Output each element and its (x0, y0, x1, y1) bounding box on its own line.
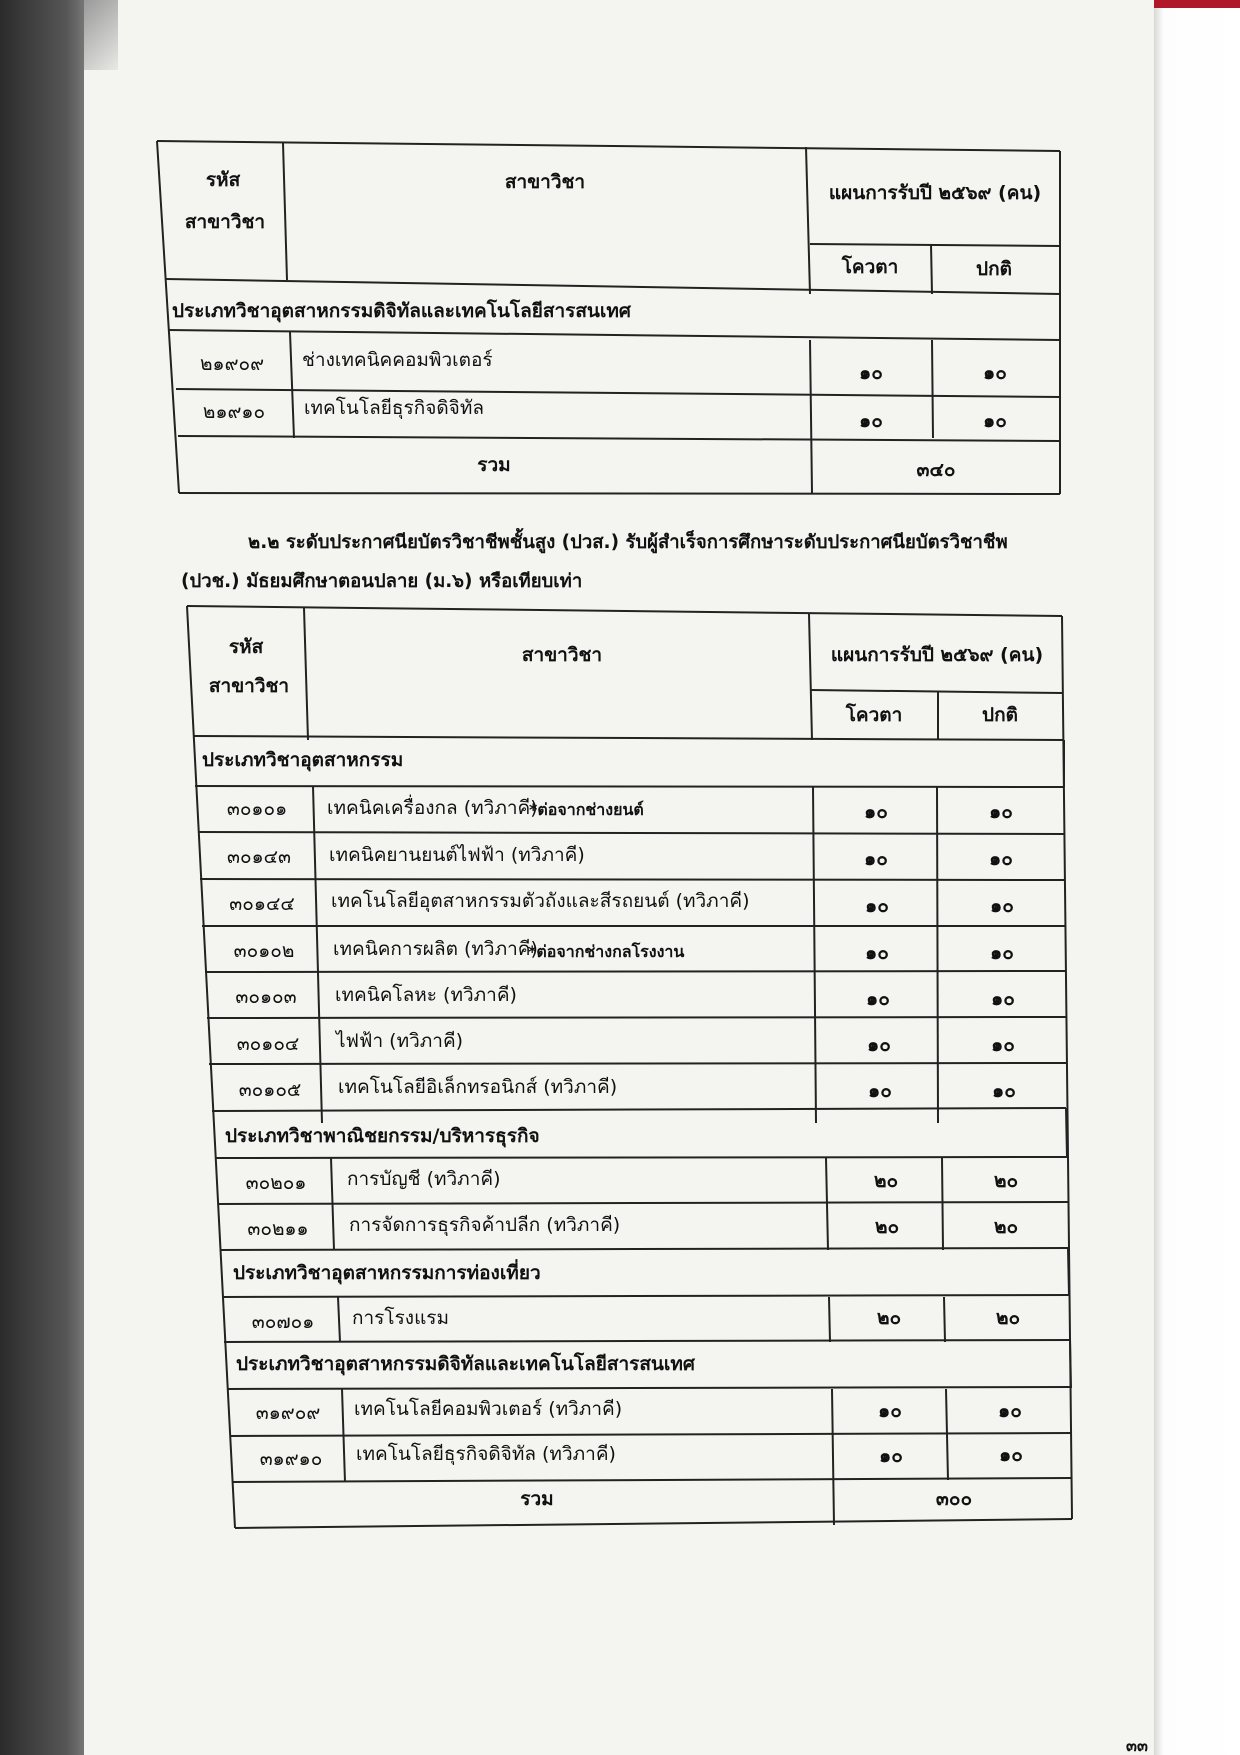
t2-row-normal: ๑๐ (991, 988, 1015, 1010)
t2-row-quota: ๑๐ (878, 1400, 902, 1422)
t2-row-quota: ๑๐ (864, 848, 888, 870)
t2-row-quota: ๑๐ (864, 801, 888, 823)
t2-category-digital: ประเภทวิชาอุตสาหกรรมดิจิทัลและเทคโนโลยีสารสนเทศ (236, 1353, 695, 1375)
t2-row-name: เทคโนโลยีธุรกิจดิจิทัล (ทวิภาคี) (356, 1443, 616, 1465)
desk-background-right (1150, 0, 1240, 1755)
page-number: ๓๓ (1126, 1736, 1148, 1755)
t2-row-quota: ๒๐ (876, 1307, 902, 1329)
t2-header-major: สาขาวิชา (521, 644, 603, 666)
t2-row-code: ๓๐๑๔๔ (229, 893, 295, 915)
t1-row-normal: ๑๐ (983, 410, 1007, 432)
t2-row-quota: ๒๐ (873, 1170, 899, 1192)
t2-row-note: *ต่อจากช่างกลโรงงาน (528, 942, 685, 961)
t2-header-quota: โควตา (845, 704, 903, 726)
t2-total-label: รวม (520, 1488, 554, 1510)
t1-row-normal: ๑๐ (983, 362, 1007, 384)
t2-row-name: การจัดการธุรกิจค้าปลีก (ทวิภาคี) (349, 1214, 621, 1236)
t1-row-name: เทคโนโลยีธุรกิจดิจิทัล (304, 397, 484, 419)
t2-row-name: เทคนิคเครื่องกล (ทวิภาคี) (327, 797, 538, 819)
t1-header-quota: โควตา (841, 256, 899, 278)
t2-row-normal: ๒๐ (995, 1307, 1021, 1329)
t2-category-commerce: ประเภทวิชาพาณิชยกรรม/บริหารธุรกิจ (225, 1125, 540, 1147)
t2-row-normal: ๑๐ (992, 1080, 1016, 1102)
t2-row-code: ๓๐๑๐๓ (235, 986, 297, 1008)
t2-row-name: ไฟฟ้า (ทวิภาคี) (336, 1030, 464, 1052)
t1-row-quota: ๑๐ (859, 410, 883, 432)
t2-row-name: เทคโนโลยีอิเล็กทรอนิกส์ (ทวิภาคี) (338, 1076, 618, 1098)
t2-category-tourism: ประเภทวิชาอุตสาหกรรมการท่องเที่ยว (233, 1262, 541, 1284)
t2-row-normal: ๑๐ (989, 801, 1013, 823)
t2-row-normal: ๑๐ (998, 1400, 1022, 1422)
t1-row-code: ๒๑๙๐๙ (199, 353, 265, 375)
t2-row-quota: ๑๐ (879, 1445, 903, 1467)
t2-row-normal: ๑๐ (990, 895, 1014, 917)
t1-total-value: ๓๔๐ (916, 459, 956, 481)
t2-row-quota: ๑๐ (866, 988, 890, 1010)
t2-row-name: การบัญชี (ทวิภาคี) (347, 1168, 501, 1190)
t2-row-code: ๓๐๑๐๑ (226, 798, 288, 820)
t2-row-code: ๓๐๒๐๑ (245, 1172, 307, 1194)
t2-row-quota: ๑๐ (868, 1080, 892, 1102)
t1-header-plan: แผนการรับปี ๒๕๖๙ (คน) (828, 182, 1042, 204)
t1-header-major: สาขาวิชา (504, 171, 586, 193)
t2-row-normal: ๒๐ (993, 1170, 1019, 1192)
t2-row-quota: ๑๐ (867, 1034, 891, 1056)
t1-header-normal: ปกติ (976, 258, 1012, 280)
t2-row-note: *ต่อจากช่างยนต์ (529, 800, 644, 819)
t1-row-code: ๒๑๙๑๐ (202, 401, 266, 423)
t1-total-label: รวม (477, 454, 511, 476)
t2-row-name: การโรงแรม (352, 1307, 450, 1329)
t2-row-code: ๓๐๑๐๒ (233, 940, 295, 962)
t2-row-normal: ๑๐ (991, 1034, 1015, 1056)
t2-category-industry: ประเภทวิชาอุตสาหกรรม (202, 749, 404, 771)
desk-background-left (0, 0, 95, 1755)
t2-row-normal: ๑๐ (999, 1444, 1023, 1466)
red-edge (1150, 0, 1240, 8)
t2-row-code: ๓๐๗๐๑ (251, 1311, 315, 1333)
section-heading-line2: (ปวช.) มัธยมศึกษาตอนปลาย (ม.๖) หรือเทียบเท่า (181, 571, 583, 592)
t1-header-code-line1: รหัส (205, 169, 241, 191)
t2-header-normal: ปกติ (982, 704, 1018, 726)
t2-header-code-line2: สาขาวิชา (208, 675, 290, 697)
t2-row-name: เทคโนโลยีคอมพิวเตอร์ (ทวิภาคี) (354, 1398, 623, 1420)
t2-row-code: ๓๐๑๐๕ (238, 1079, 302, 1101)
t2-row-name: เทคนิคการผลิต (ทวิภาคี) (333, 938, 538, 960)
t2-row-code: ๓๐๒๑๑ (247, 1218, 309, 1240)
t1-category: ประเภทวิชาอุตสาหกรรมดิจิทัลและเทคโนโลยีสารสนเทศ (172, 300, 631, 322)
t2-row-code: ๓๐๑๐๔ (236, 1033, 300, 1055)
t2-row-normal: ๑๐ (989, 848, 1013, 870)
t2-row-quota: ๑๐ (865, 942, 889, 964)
t1-header-code-line2: สาขาวิชา (184, 211, 266, 233)
t2-header-code-line1: รหัส (228, 636, 264, 658)
t2-row-normal: ๒๐ (993, 1216, 1019, 1238)
t2-row-name: เทคโนโลยีอุตสาหกรรมตัวถังและสีรถยนต์ (ทวิภาคี) (331, 890, 750, 912)
t2-row-name: เทคนิคยานยนต์ไฟฟ้า (ทวิภาคี) (329, 844, 585, 866)
t1-row-name: ช่างเทคนิคคอมพิวเตอร์ (302, 349, 493, 371)
t1-row-quota: ๑๐ (859, 362, 883, 384)
section-heading-line1: ๒.๒ ระดับประกาศนียบัตรวิชาชีพชั้นสูง (ปวส.) รับผู้สำเร็จการศึกษาระดับประกาศนียบัตรวิชาชีพ (248, 532, 1008, 553)
t2-row-quota: ๑๐ (865, 895, 889, 917)
t2-row-code: ๓๐๑๔๓ (226, 846, 292, 868)
t2-total-value: ๓๐๐ (935, 1488, 973, 1510)
t2-row-quota: ๒๐ (874, 1216, 900, 1238)
t2-row-name: เทคนิคโลหะ (ทวิภาคี) (335, 984, 517, 1006)
t2-header-plan: แผนการรับปี ๒๕๖๙ (คน) (830, 644, 1044, 666)
t2-row-code: ๓๑๙๐๙ (255, 1402, 321, 1424)
t2-row-code: ๓๑๙๑๐ (259, 1448, 323, 1470)
t2-row-normal: ๑๐ (990, 942, 1014, 964)
